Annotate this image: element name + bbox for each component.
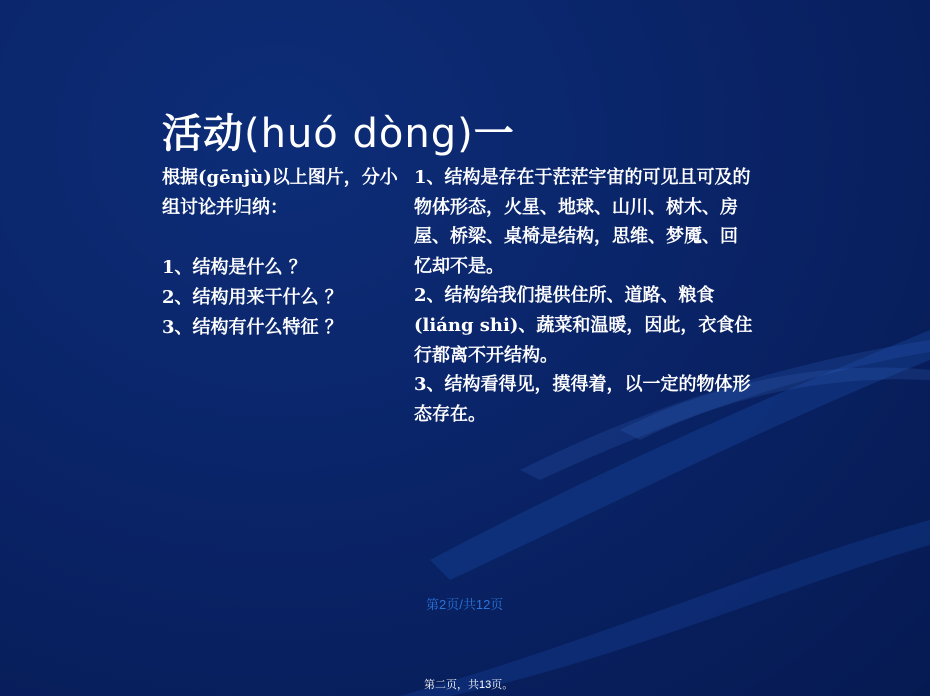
title-number: 一 (473, 111, 515, 157)
question-3: 3、结构有什么特征 ？ (162, 317, 343, 338)
discussion-prompt (162, 163, 402, 343)
answer-3: 3、结构看得见，摸得着，以一定的物体形态存在。 (414, 374, 751, 425)
title-pinyin: (huó dòng) (244, 111, 474, 157)
page-indicator-secondary: 第二页，共13页。 (424, 679, 514, 691)
question-2: 2、结构用来干什么 ？ (162, 287, 343, 308)
spacer (162, 223, 402, 253)
prompt-intro: 根据(gēnjù)以上图片，分小组讨论并归纳： (162, 167, 398, 218)
page-indicator: 第2页/共12页 (426, 597, 504, 612)
answer-2: 2、结构给我们提供住所、道路、粮食(liáng shi)、蔬菜和温暖，因此，衣食住行都离不开结构。 (414, 285, 753, 366)
title-chinese: 活动 (162, 111, 244, 157)
slide-title (162, 102, 515, 159)
answer-1: 1、结构是存在于茫茫宇宙的可见且可及的物体形态，火星、地球、山川、树木、房屋、桥梁、桌椅是结构，思维、梦魇、回忆却不是。 (414, 167, 751, 277)
answers-block (414, 163, 754, 429)
question-1: 1、结构是什么 ？ (162, 257, 307, 278)
